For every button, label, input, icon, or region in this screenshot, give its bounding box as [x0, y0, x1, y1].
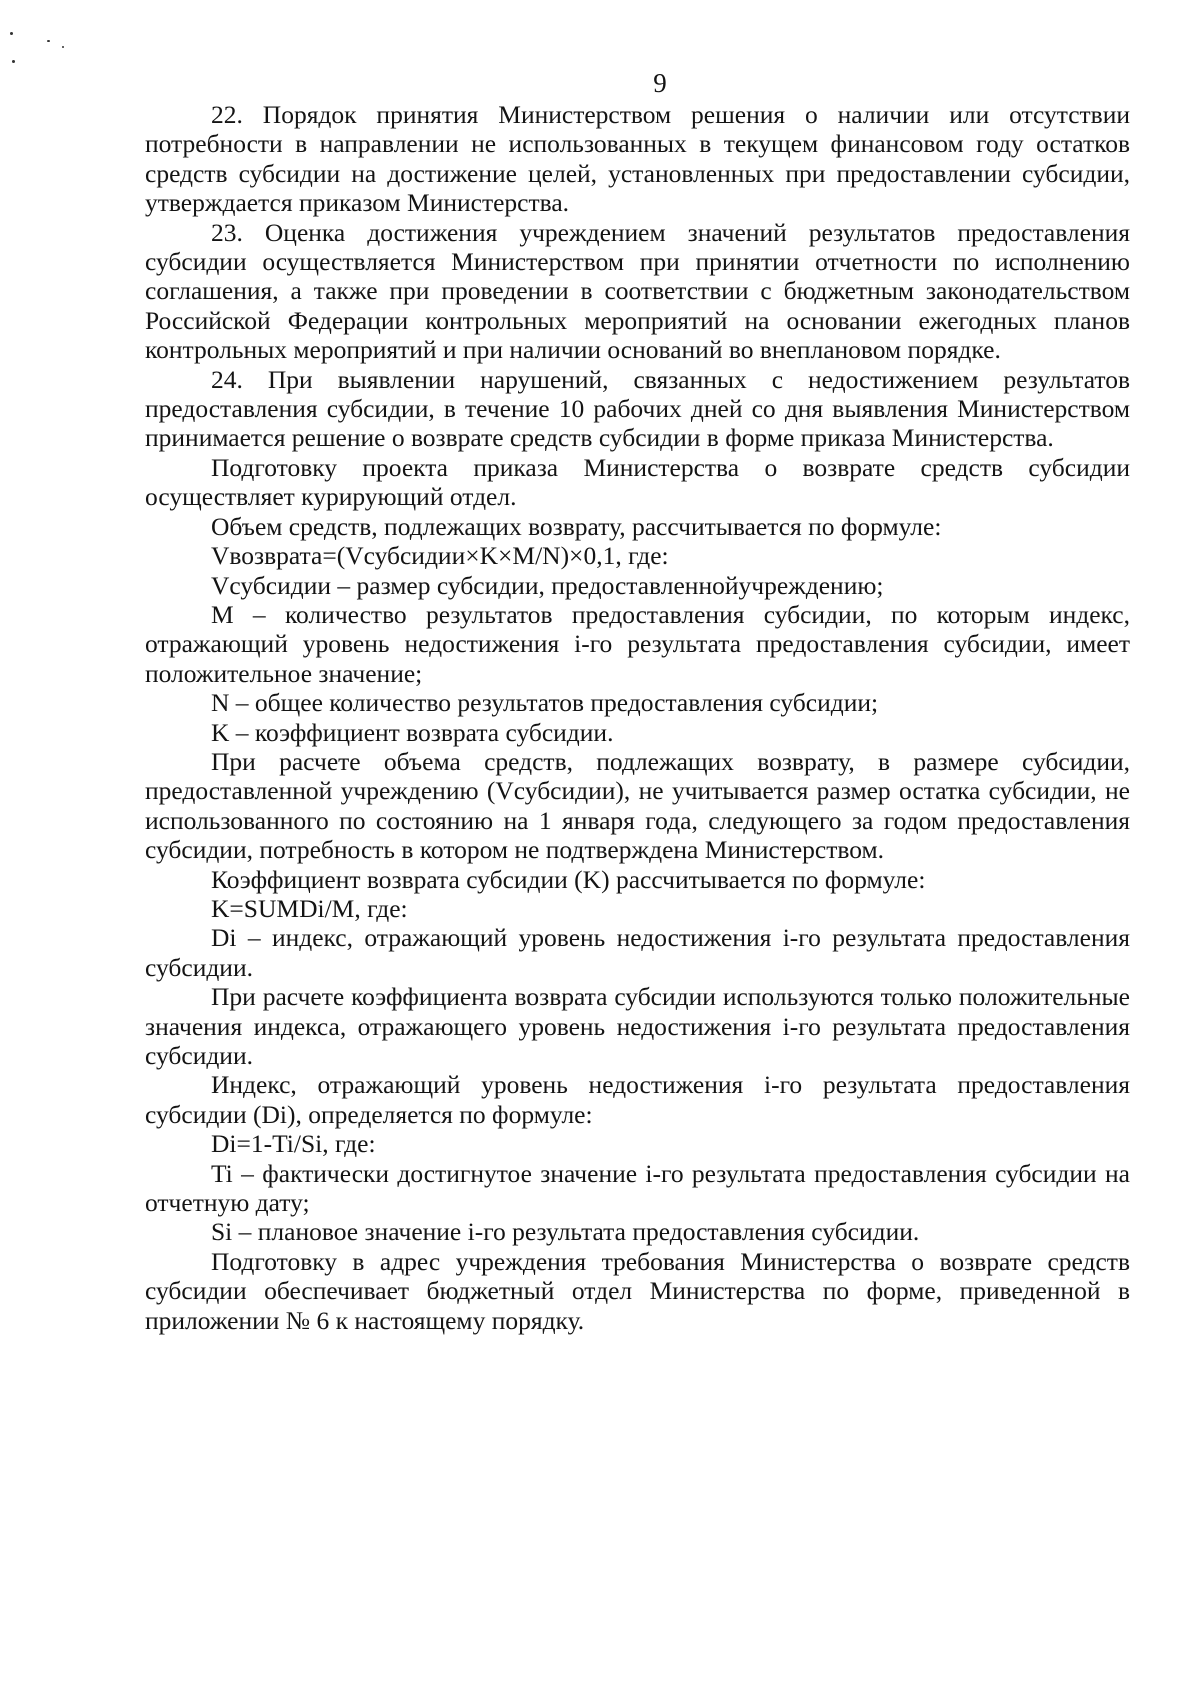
definition-ti: Ti – фактически достигнутое значение i-го результата предоставления субсидии на отчетную дату; [145, 1158, 1130, 1218]
page-number: 9 [653, 68, 667, 98]
paragraph-22: 22. Порядок принятия Министерством решения о наличии или отсутствии потребности в направлении не использованных в текущем финансовом году остатков средств субсидии на достижение целей, установленных при предоставлении субсидии, утверждается приказом Министерства. [145, 100, 1130, 218]
definition-di: Di – индекс, отражающий уровень недостижения i-го результата предоставления субсидии. [145, 923, 1130, 982]
definition-k: K – коэффициент возврата субсидии. [211, 717, 614, 747]
paragraph-draft-order: Подготовку проекта приказа Министерства о возврате средств субсидии осуществляет курирующий отдел. [145, 452, 1130, 512]
formula-return-volume: Vвозврата=(Vсубсидии×K×M/N)×0,1, где: [211, 541, 669, 571]
paragraph-23: 23. Оценка достижения учреждением значений результатов предоставления субсидии осуществляется Министерством при принятии отчетности по исполнению соглашения, а также при проведении в соответствии с бюджетным законодательством Российской Федерации контрольных мероприятий на основании ежегодных планов контрольных мероприятий и при наличии оснований во внеплановом порядке. [145, 217, 1130, 365]
paragraph-requirement-preparation: Подготовку в адрес учреждения требования Министерства о возврате средств субсидии обеспечивает бюджетный отдел Министерства по форме, приведенной в приложении № 6 к настоящему порядку. [145, 1246, 1130, 1335]
definition-n: N – общее количество результатов предоставления субсидии; [211, 688, 879, 718]
formula-index: Di=1-Ti/Si, где: [211, 1129, 376, 1159]
definition-m: M – количество результатов предоставления субсидии, по которым индекс, отражающий уровень недостижения i-го результата предоставления субсидии, имеет положительное значение; [145, 599, 1130, 688]
scan-speck [10, 32, 13, 35]
paragraph-volume-intro: Объем средств, подлежащих возврату, рассчитывается по формуле: [211, 511, 942, 541]
paragraph-index-intro: Индекс, отражающий уровень недостижения i-го результата предоставления субсидии (Di), определяется по формуле: [145, 1070, 1130, 1129]
definition-si: Si – плановое значение i-го результата предоставления субсидии. [211, 1217, 920, 1247]
scan-speck [47, 40, 50, 42]
document-body [145, 100, 1130, 1335]
paragraph-positive-values: При расчете коэффициента возврата субсидии используются только положительные значения индекса, отражающего уровень недостижения i-го результата предоставления субсидии. [145, 982, 1130, 1070]
formula-coefficient: K=SUMDi/M, где: [211, 893, 408, 923]
scan-speck [62, 46, 64, 48]
paragraph-24: 24. При выявлении нарушений, связанных с недостижением результатов предоставления субсидии, в течение 10 рабочих дней со дня выявления Министерством принимается решение о возврате средств субсидии в форме приказа Министерства. [145, 364, 1130, 453]
definition-v-subsidy: Vсубсидии – размер субсидии, предоставленнойучреждению; [211, 570, 884, 600]
paragraph-coefficient-intro: Коэффициент возврата субсидии (K) рассчитывается по формуле: [211, 864, 926, 894]
paragraph-remainder-exclusion: При расчете объема средств, подлежащих возврату, в размере субсидии, предоставленной учреждению (Vсубсидии), не учитывается размер остатка субсидии, не использованного по состоянию на 1 января года, следующего за годом предоставления субсидии, потребность в котором не подтверждена Министерством. [145, 746, 1130, 865]
scan-speck [12, 60, 15, 63]
